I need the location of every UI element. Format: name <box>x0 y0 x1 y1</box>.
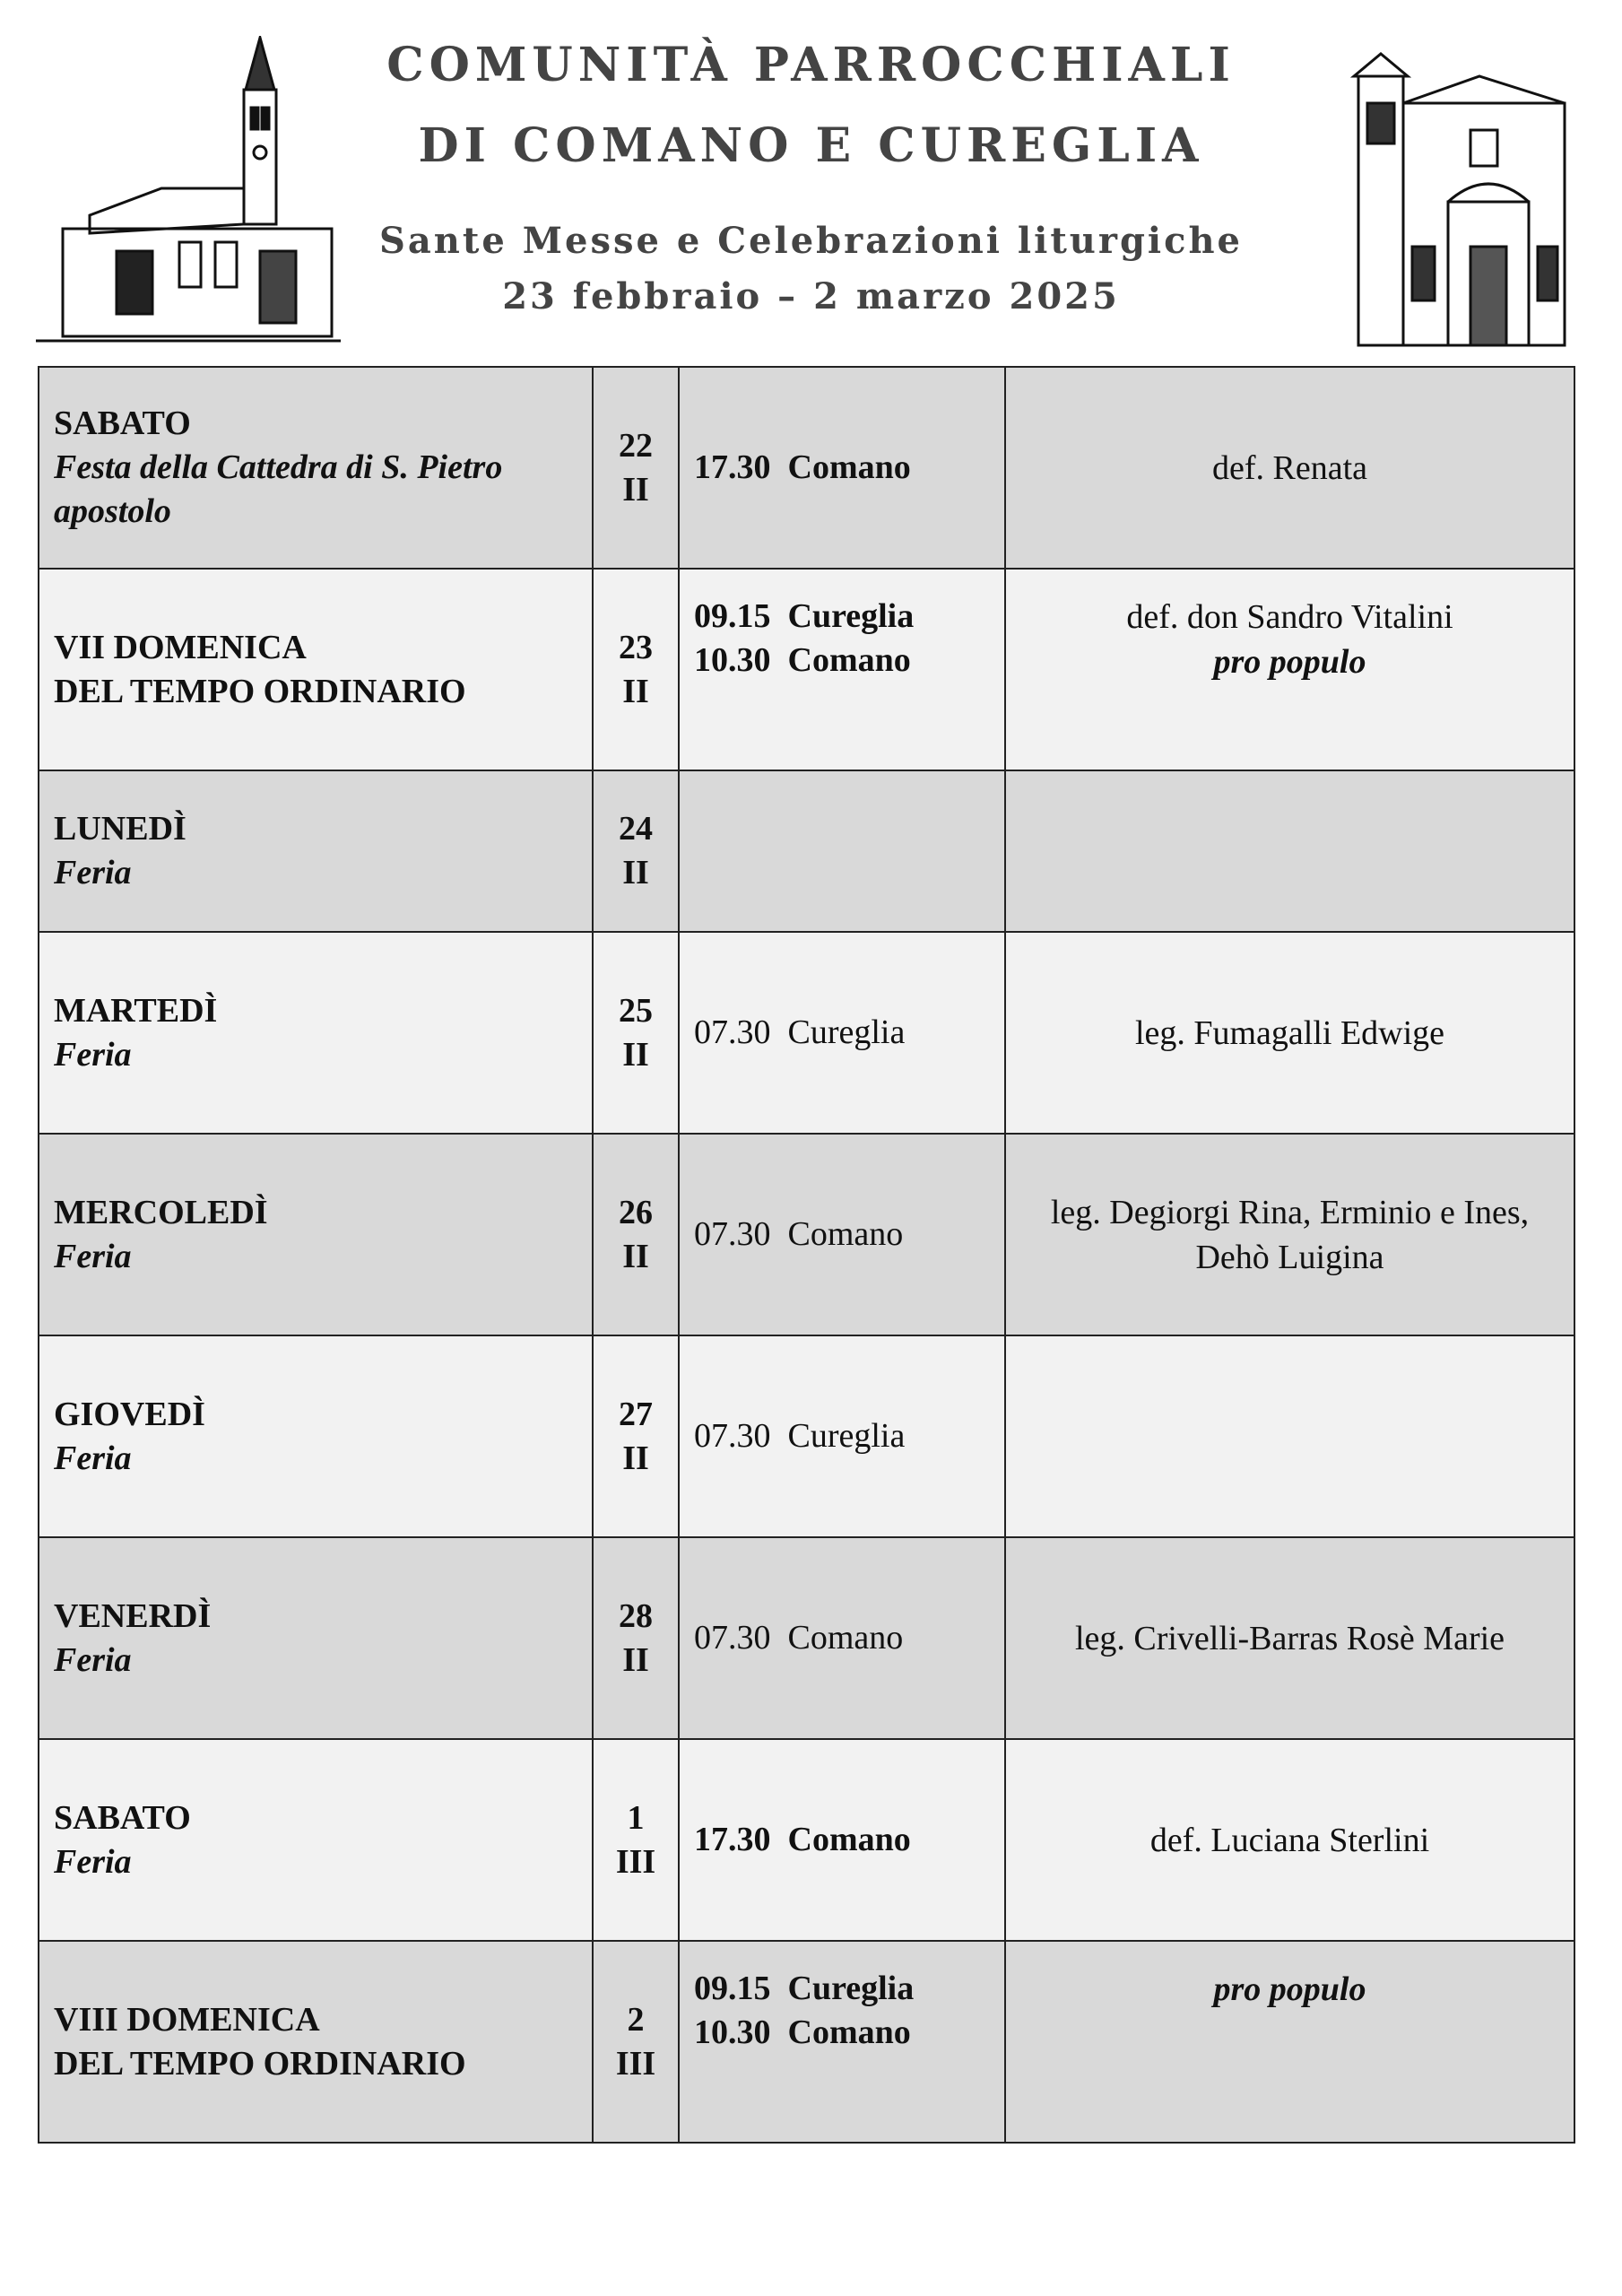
mass-schedule-table <box>38 366 1575 2144</box>
date-day: 26 <box>619 1193 653 1231</box>
day-name: SABATO <box>54 404 191 442</box>
date-month: II <box>622 1035 649 1074</box>
intention-cell <box>1005 770 1574 932</box>
mass-time-cell <box>679 569 1005 770</box>
day-name: MERCOLEDÌ <box>54 1193 268 1231</box>
mass-time: 17.30 Comano <box>694 1821 911 1858</box>
mass-time-cell <box>679 770 1005 932</box>
mass-time-cell <box>679 932 1005 1134</box>
table-row <box>39 1941 1574 2143</box>
intention-cell <box>1005 1537 1574 1739</box>
date-month: III <box>615 1842 656 1881</box>
table-row <box>39 367 1574 569</box>
mass-time-cell <box>679 1739 1005 1941</box>
date-day: 25 <box>619 991 653 1030</box>
date-month: II <box>622 1237 649 1275</box>
date-month: II <box>622 470 649 509</box>
intention: pro populo <box>1213 1970 1366 2008</box>
day-cell <box>39 1134 593 1335</box>
date-day: 2 <box>627 2000 645 2039</box>
day-name: VIII DOMENICA <box>54 2000 320 2039</box>
feast-name: Feria <box>54 1237 132 1275</box>
mass-time-cell <box>679 1537 1005 1739</box>
date-cell <box>593 770 679 932</box>
intention-cell <box>1005 932 1574 1134</box>
feast-name: Feria <box>54 1842 132 1881</box>
day-name: MARTEDÌ <box>54 991 218 1030</box>
mass-time: 07.30 Comano <box>694 1619 904 1657</box>
date-month: II <box>622 1640 649 1679</box>
mass-time: 10.30 Comano <box>694 641 911 679</box>
feast-name: Festa della Cattedra di S. Pietro apostolo <box>54 448 503 530</box>
date-day: 28 <box>619 1596 653 1635</box>
intention: def. Renata <box>1211 448 1368 487</box>
mass-time: 07.30 Cureglia <box>694 1013 906 1051</box>
date-cell <box>593 1941 679 2143</box>
date-day: 27 <box>619 1395 653 1433</box>
intention-cell <box>1005 1941 1574 2143</box>
intention: leg. Crivelli-Barras Rosè Marie <box>1074 1619 1505 1657</box>
table-row <box>39 569 1574 770</box>
day-name: LUNEDÌ <box>54 810 186 848</box>
intention: def. don Sandro Vitalini <box>1126 598 1453 636</box>
intention: Dehò Luigina <box>1195 1238 1384 1276</box>
mass-time: 17.30 Comano <box>694 448 911 486</box>
day-cell <box>39 1335 593 1537</box>
date-cell <box>593 1537 679 1739</box>
intention: pro populo <box>1213 643 1366 681</box>
date-cell <box>593 569 679 770</box>
date-month: II <box>622 672 649 710</box>
mass-time-cell <box>679 1134 1005 1335</box>
date-cell <box>593 1134 679 1335</box>
date-day: 24 <box>619 810 653 848</box>
mass-time: 09.15 Cureglia <box>694 597 915 635</box>
table-row <box>39 1134 1574 1335</box>
table-row <box>39 1537 1574 1739</box>
mass-time-cell <box>679 367 1005 569</box>
date-month: II <box>622 1439 649 1477</box>
date-month: III <box>615 2044 656 2083</box>
intention-cell <box>1005 367 1574 569</box>
subtitle: Sante Messe e Celebrazioni liturgiche <box>378 220 1243 262</box>
mass-time: 09.15 Cureglia <box>694 1970 915 2007</box>
intention: leg. Degiorgi Rina, Erminio e Ines, <box>1050 1193 1530 1231</box>
mass-time-cell <box>679 1941 1005 2143</box>
date-cell <box>593 1739 679 1941</box>
table-row <box>39 1335 1574 1537</box>
feast-name: Feria <box>54 854 132 891</box>
date-range: 23 febbraio – 2 marzo 2025 <box>502 275 1120 317</box>
intention-cell <box>1005 1134 1574 1335</box>
intention: def. Luciana Sterlini <box>1149 1821 1430 1859</box>
mass-time: 10.30 Comano <box>694 2013 911 2051</box>
intention: leg. Fumagalli Edwige <box>1134 1013 1445 1052</box>
feast-name: Feria <box>54 1439 132 1477</box>
day-name-line2: DEL TEMPO ORDINARIO <box>54 2044 466 2083</box>
day-name: VENERDÌ <box>54 1596 212 1635</box>
day-name-line2: DEL TEMPO ORDINARIO <box>54 672 466 710</box>
mass-time-cell <box>679 1335 1005 1537</box>
date-day: 23 <box>619 628 653 666</box>
title-line-2: DI COMANO E CUREGLIA <box>418 118 1204 173</box>
day-cell <box>39 367 593 569</box>
mass-time: 07.30 Comano <box>694 1215 904 1253</box>
table-row <box>39 932 1574 1134</box>
day-name: GIOVEDÌ <box>54 1395 205 1433</box>
day-name: VII DOMENICA <box>54 628 307 666</box>
date-day: 1 <box>627 1798 645 1837</box>
date-day: 22 <box>619 426 653 465</box>
intention-cell <box>1005 1335 1574 1537</box>
day-cell <box>39 1739 593 1941</box>
church-cureglia-illustration <box>1336 49 1574 354</box>
table-row <box>39 770 1574 932</box>
feast-name: Feria <box>54 1640 132 1679</box>
header <box>0 0 1622 359</box>
date-month: II <box>622 854 649 891</box>
date-cell <box>593 367 679 569</box>
intention-cell <box>1005 1739 1574 1941</box>
day-cell <box>39 1941 593 2143</box>
date-cell <box>593 1335 679 1537</box>
intention-cell <box>1005 569 1574 770</box>
day-cell <box>39 1537 593 1739</box>
mass-time: 07.30 Cureglia <box>694 1417 906 1455</box>
title-line-1: COMUNITÀ PARROCCHIALI <box>386 38 1236 92</box>
day-name: SABATO <box>54 1798 191 1837</box>
table-row <box>39 1739 1574 1941</box>
day-cell <box>39 569 593 770</box>
feast-name: Feria <box>54 1035 132 1074</box>
date-cell <box>593 932 679 1134</box>
day-cell <box>39 932 593 1134</box>
day-cell <box>39 770 593 932</box>
